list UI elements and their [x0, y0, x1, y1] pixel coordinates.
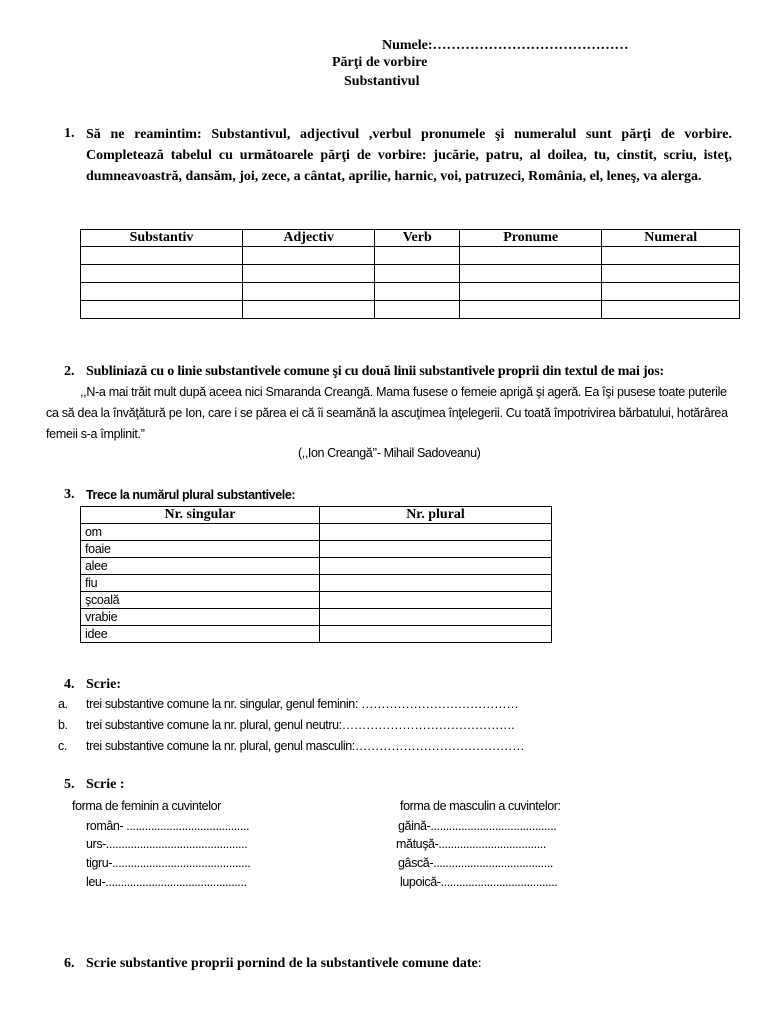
column-header-substantiv: Substantiv [81, 230, 243, 247]
ex6-instructions [86, 956, 482, 972]
answer-cell[interactable] [242, 247, 374, 265]
table-row [81, 592, 552, 609]
answer-cell[interactable] [602, 283, 740, 301]
plural-answer-cell[interactable] [320, 592, 552, 609]
singular-word: vrabie [81, 609, 320, 626]
name-field-label: Numele:…………………………………… [382, 38, 629, 53]
table-row [81, 541, 552, 558]
plural-answer-cell[interactable] [320, 558, 552, 575]
plural-answer-cell[interactable] [320, 575, 552, 592]
answer-cell[interactable] [375, 247, 460, 265]
masculine-form-item[interactable]: lupoică-...................................... [400, 875, 558, 889]
worksheet-subtitle: Substantivul [344, 74, 420, 89]
table-row [81, 283, 740, 301]
ex5-left-heading: forma de feminin a cuvintelor [72, 799, 221, 813]
ex4-item-letter: c. [58, 739, 67, 753]
feminine-form-item[interactable]: român- ........................................ [86, 819, 250, 833]
answer-cell[interactable] [81, 265, 243, 283]
ex4-item-text[interactable]: trei substantive comune la nr. plural, genul masculin:…………………………………… [86, 739, 525, 753]
column-header-verb: Verb [375, 230, 460, 247]
answer-cell[interactable] [602, 301, 740, 319]
answer-cell[interactable] [375, 283, 460, 301]
ex1-instructions: Să ne reamintim: Substantivul, adjectivul ,verbul pronumele şi numeralul sunt părţi de vorbire. Completează tabelul cu următoarele părţi de vorbire: jucărie, patru, al doilea, tu, cinstit, scriu, isteţ, dumneavoastră, dansăm, joi, zece, a cântat, aprilie, harnic, voi, patruzeci, România, el, leneş, va alerga. [86, 127, 732, 184]
answer-cell[interactable] [81, 283, 243, 301]
plural-table [80, 506, 552, 643]
masculine-form-item[interactable]: mătuşă-................................... [396, 837, 546, 851]
plural-answer-cell[interactable] [320, 524, 552, 541]
table-row [81, 247, 740, 265]
ex4-item-letter: a. [58, 697, 68, 711]
ex3-number: 3. [64, 487, 75, 502]
answer-cell[interactable] [242, 265, 374, 283]
ex1-number: 1. [64, 126, 75, 141]
plural-answer-cell[interactable] [320, 609, 552, 626]
singular-word: fiu [81, 575, 320, 592]
ex5-title: Scrie : [86, 777, 125, 792]
answer-cell[interactable] [375, 265, 460, 283]
answer-cell[interactable] [460, 283, 602, 301]
ex4-item-text[interactable]: trei substantive comune la nr. singular, genul feminin: ………………………………… [86, 697, 519, 711]
singular-word: om [81, 524, 320, 541]
masculine-form-item[interactable]: gâscă-....................................... [398, 856, 553, 870]
parts-of-speech-table [80, 229, 740, 319]
feminine-form-item[interactable]: urs-.............................................. [86, 837, 248, 851]
answer-cell[interactable] [460, 301, 602, 319]
ex5-right-heading: forma de masculin a cuvintelor: [400, 799, 561, 813]
ex5-number: 5. [64, 777, 75, 792]
answer-cell[interactable] [81, 301, 243, 319]
column-header-plural: Nr. plural [320, 507, 552, 524]
ex6-instructions-text: Scrie substantive proprii pornind de la substantivele comune date [86, 956, 478, 971]
answer-cell[interactable] [602, 265, 740, 283]
ex2-number: 2. [64, 364, 75, 379]
ex6-colon: : [477, 956, 482, 971]
table-row [81, 265, 740, 283]
plural-answer-cell[interactable] [320, 626, 552, 643]
masculine-form-item[interactable]: găină-......................................... [398, 819, 557, 833]
feminine-form-item[interactable]: leu-.............................................. [86, 875, 247, 889]
ex4-title: Scrie: [86, 677, 121, 692]
answer-cell[interactable] [375, 301, 460, 319]
column-header-numeral: Numeral [602, 230, 740, 247]
singular-word: foaie [81, 541, 320, 558]
table-row [81, 626, 552, 643]
column-header-singular: Nr. singular [81, 507, 320, 524]
table-row [81, 524, 552, 541]
feminine-form-item[interactable]: tigru-............................................. [86, 856, 251, 870]
ex2-instructions: Subliniază cu o linie substantivele comune şi cu două linii substantivele proprii din textul de mai jos: [86, 364, 664, 379]
singular-word: şcoală [81, 592, 320, 609]
column-header-adjectiv: Adjectiv [242, 230, 374, 247]
ex4-number: 4. [64, 677, 75, 692]
singular-word: alee [81, 558, 320, 575]
plural-answer-cell[interactable] [320, 541, 552, 558]
table-row [81, 301, 740, 319]
ex4-item-text[interactable]: trei substantive comune la nr. plural, genul neutru:……………………………………. [86, 718, 515, 732]
worksheet-title: Părţi de vorbire [332, 55, 428, 70]
ex4-item-letter: b. [58, 718, 68, 732]
ex2-quote: ,,N-a mai trăit mult după aceea nici Smaranda Creangă. Mama fusese o femeie aprigă şi ageră. Ea îşi pusese toate puterile ca să dea la învăţătură pe Ion, care i se părea ei că îi seamănă la ascuţimea înţelegerii. Cu toată împotrivirea bărbatului, hotărârea femeii s-a împlinit.” [46, 385, 728, 441]
ex3-instructions: Trece la numărul plural substantivele: [86, 488, 296, 502]
table-row [81, 558, 552, 575]
answer-cell[interactable] [460, 265, 602, 283]
answer-cell[interactable] [242, 301, 374, 319]
ex6-number: 6. [64, 956, 75, 971]
table-row [81, 609, 552, 626]
answer-cell[interactable] [460, 247, 602, 265]
answer-cell[interactable] [602, 247, 740, 265]
column-header-pronume: Pronume [460, 230, 602, 247]
table-row [81, 575, 552, 592]
singular-word: idee [81, 626, 320, 643]
answer-cell[interactable] [81, 247, 243, 265]
ex2-source: (,,Ion Creangă’’- Mihail Sadoveanu) [298, 446, 481, 460]
answer-cell[interactable] [242, 283, 374, 301]
